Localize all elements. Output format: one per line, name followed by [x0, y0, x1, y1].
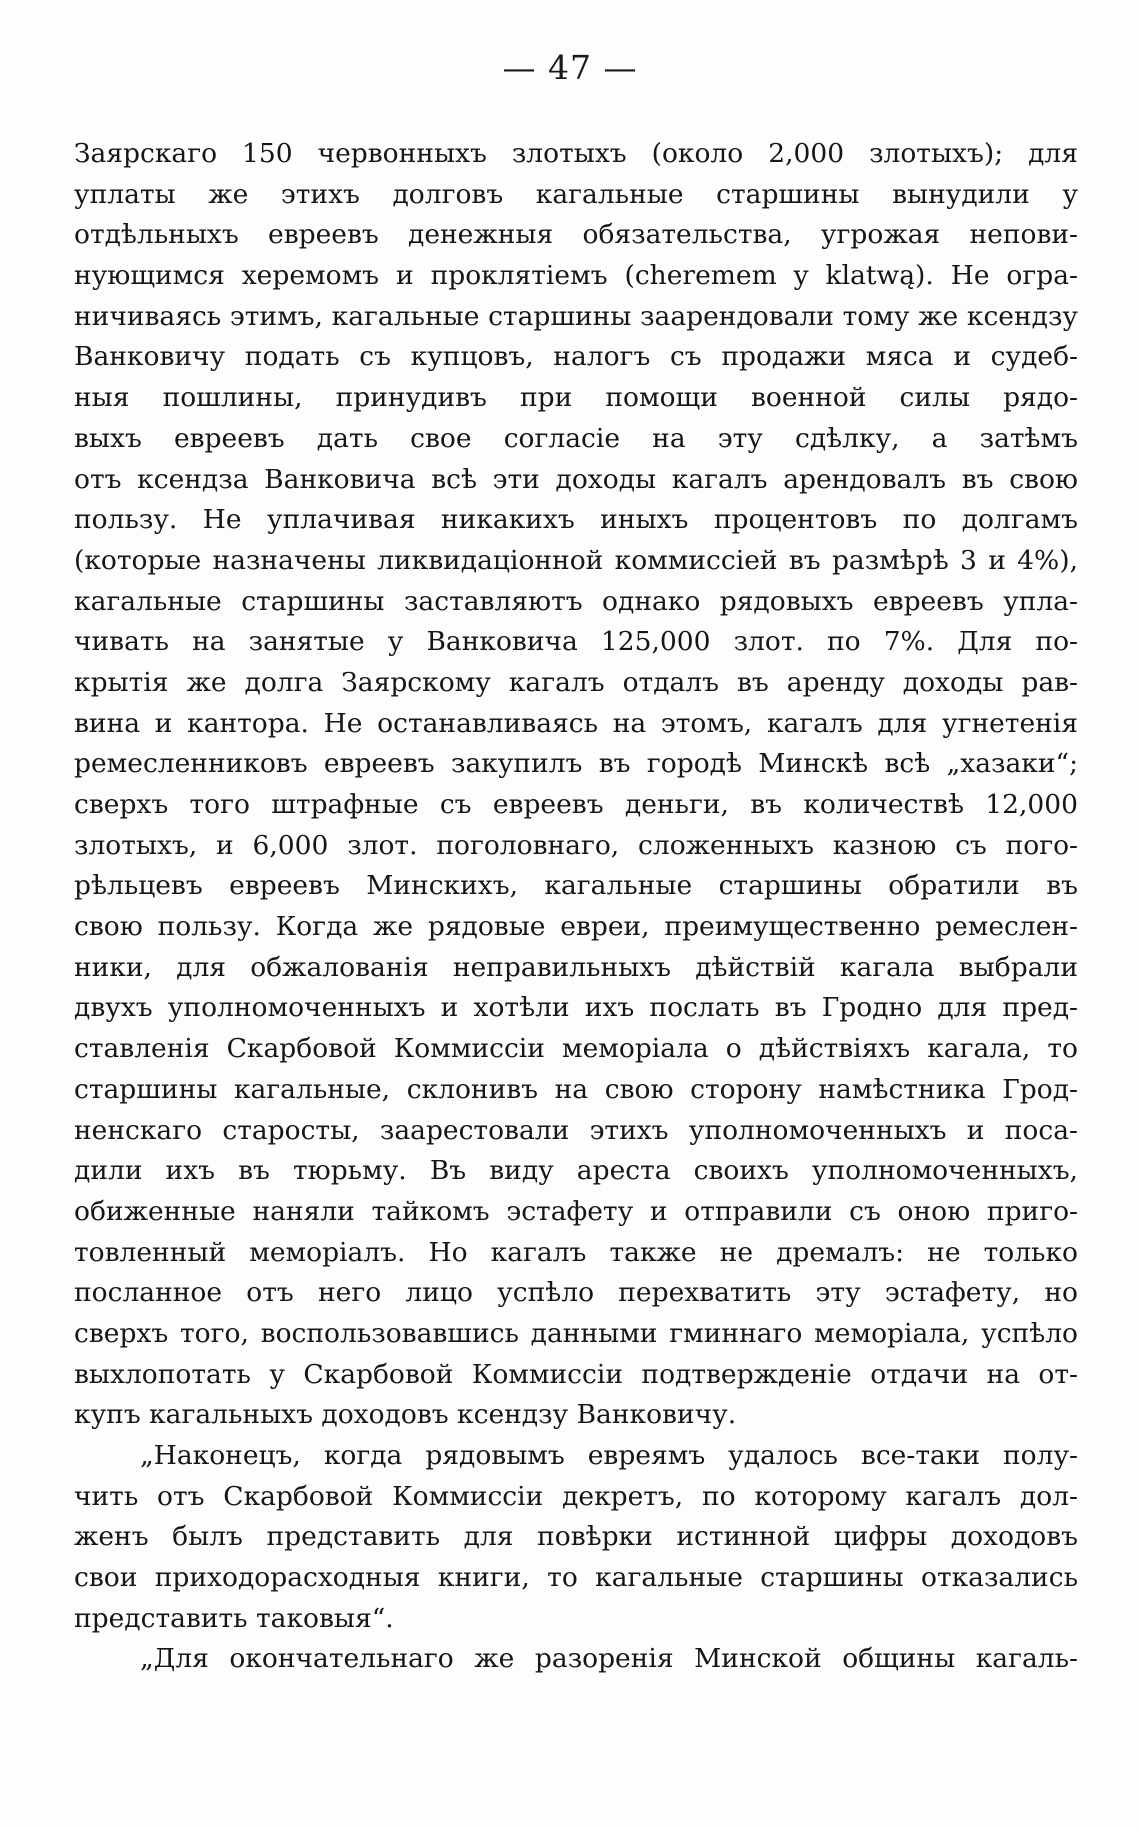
body-text	[74, 134, 1078, 1680]
text-line: нующимся херемомъ и проклятіемъ (cheremem y klatwą). Не огра-	[74, 260, 1078, 292]
text-line: ники, для обжалованія неправильныхъ дѣйствій кагала выбрали	[74, 951, 1078, 983]
text-line: сверхъ того, воспользовавшись данными гминнаго меморіала, успѣло	[74, 1317, 1078, 1349]
text-line: ничиваясь этимъ, кагальные старшины заарендовали тому же ксендзу	[74, 300, 1078, 332]
text-line: Ванковичу подать съ купцовъ, налогъ съ продажи мяса и судеб-	[74, 341, 1078, 373]
text-line: двухъ уполномоченныхъ и хотѣли ихъ послать въ Гродно для пред-	[74, 992, 1078, 1024]
text-line: пользу. Не уплачивая никакихъ иныхъ процентовъ по долгамъ	[74, 504, 1078, 536]
text-line: чивать на занятые у Ванковича 125,000 злот. по 7%. Для по-	[74, 626, 1078, 658]
text-line: обиженные наняли тайкомъ эстафету и отправили съ оною приго-	[74, 1195, 1078, 1227]
text-line: посланное отъ него лицо успѣло перехватить эту эстафету, но	[74, 1277, 1078, 1309]
text-line: товленный меморіалъ. Но кагалъ также не дремалъ: не только	[74, 1236, 1078, 1268]
paragraph	[74, 1639, 1078, 1680]
text-line: дили ихъ въ тюрьму. Въ виду ареста своихъ уполномоченныхъ,	[74, 1155, 1078, 1187]
text-line: уплаты же этихъ долговъ кагальные старшины вынудили у	[74, 178, 1078, 210]
text-line: крытія же долга Заярскому кагалъ отдалъ въ аренду доходы рав-	[74, 666, 1078, 698]
text-line: выхъ евреевъ дать свое согласіе на эту сдѣлку, а затѣмъ	[74, 422, 1078, 454]
text-line: „Наконецъ, когда рядовымъ евреямъ удалось все-таки полу-	[140, 1440, 1078, 1471]
text-line: вина и кантора. Не останавливаясь на этомъ, кагалъ для угнетенія	[74, 707, 1078, 739]
text-line: представить таковыя“.	[74, 1602, 394, 1634]
text-line: злотыхъ, и 6,000 злот. поголовнаго, сложенныхъ казною съ пого-	[74, 829, 1078, 861]
text-line: кагальные старшины заставляютъ однако рядовыхъ евреевъ упла-	[74, 585, 1078, 617]
text-line: свои приходорасходныя книги, то кагальные старшины отказались	[74, 1562, 1078, 1594]
text-line: выхлопотать у Скарбовой Коммиссіи подтвержденіе отдачи на от-	[74, 1358, 1078, 1390]
text-line: ремесленниковъ евреевъ закупилъ въ городѣ Минскѣ всѣ „хазаки“;	[74, 748, 1078, 780]
text-line: „Для окончательнаго же разоренія Минской общины кагаль-	[140, 1643, 1078, 1675]
text-line: отдѣльныхъ евреевъ денежныя обязательства, угрожая непови-	[74, 219, 1078, 251]
text-line: сверхъ того штрафные съ евреевъ деньги, въ количествѣ 12,000	[74, 789, 1078, 820]
page-number: — 47 —	[502, 48, 638, 87]
paragraph	[74, 1436, 1078, 1639]
text-line: купъ кагальныхъ доходовъ ксендзу Ванковичу.	[74, 1399, 737, 1431]
text-line: ставленія Скарбовой Коммиссіи меморіала о дѣйствіяхъ кагала, то	[74, 1033, 1078, 1065]
paragraph	[74, 134, 1078, 1436]
text-line: рѣльцевъ евреевъ Минскихъ, кагальные старшины обратили въ	[74, 870, 1078, 902]
text-line: ненскаго старосты, заарестовали этихъ уполномоченныхъ и поса-	[74, 1114, 1078, 1146]
text-line: женъ былъ представить для повѣрки истинной цифры доходовъ	[74, 1521, 1078, 1553]
text-line: Заярскаго 150 червонныхъ злотыхъ (около 2,000 злотыхъ); для	[74, 138, 1078, 169]
text-line: отъ ксендза Ванковича всѣ эти доходы кагалъ арендовалъ въ свою	[74, 463, 1078, 495]
text-line: чить отъ Скарбовой Коммиссіи декретъ, по которому кагалъ дол-	[74, 1480, 1078, 1512]
text-line: старшины кагальные, склонивъ на свою сторону намѣстника Грод-	[74, 1073, 1078, 1105]
text-line: ныя пошлины, принудивъ при помощи военной силы рядо-	[74, 382, 1078, 414]
text-line: свою пользу. Когда же рядовые евреи, преимущественно ремеслен-	[74, 911, 1078, 943]
text-line: (которые назначены ликвидаціонной коммиссіей въ размѣрѣ 3 и 4%),	[74, 544, 1078, 576]
